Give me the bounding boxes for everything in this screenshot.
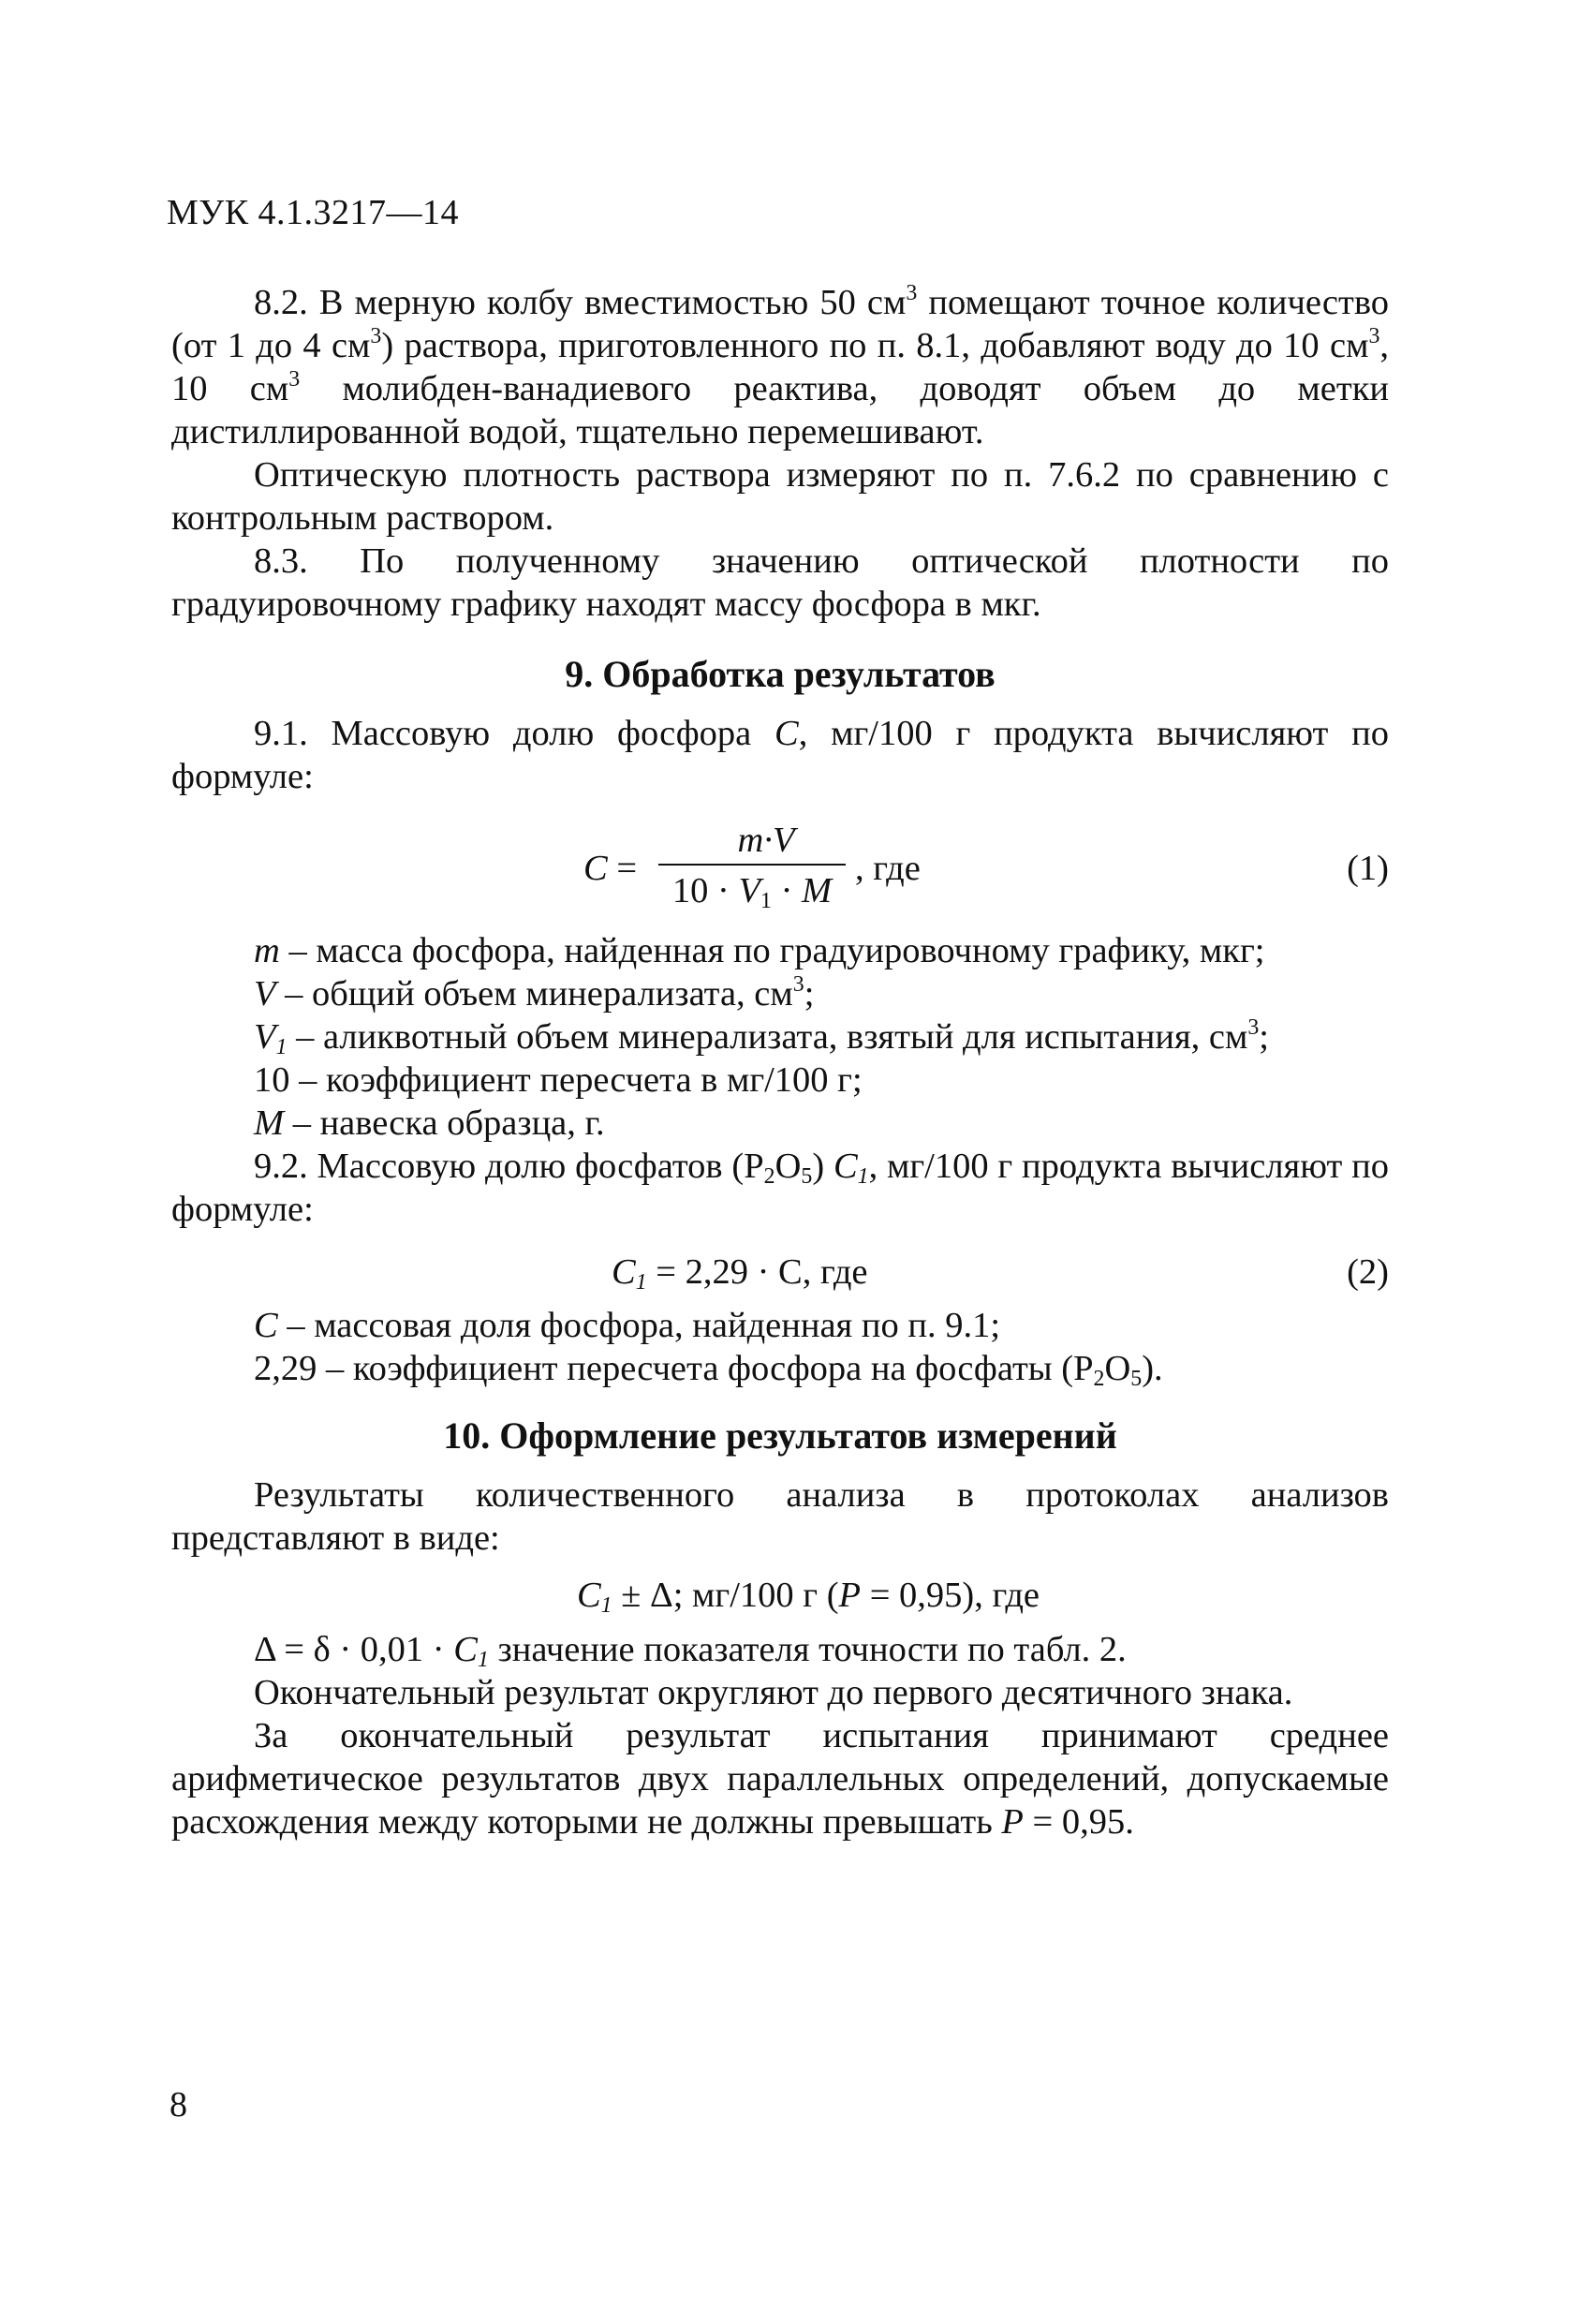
- rounding-rule: Окончательный результат округляют до первого десятичного знака.: [254, 1673, 1293, 1712]
- formula-1-number: (1): [1347, 849, 1389, 888]
- section-9-2-text: [171, 1145, 1389, 1231]
- p91-variable: C: [774, 714, 799, 753]
- paragraph-8-2: [171, 281, 1389, 453]
- formula-1-definitions: [171, 929, 1389, 1145]
- formula-3-body: $C_1 \pm \Delta$; мг/100 г (P = 0,95), где: [576, 1576, 1040, 1618]
- paragraph-8-3: 8.3. По полученному значению оптической плотности по градуировочному графику находят массу фосфора в мкг.: [171, 541, 1389, 624]
- fraction-bar: [658, 864, 846, 866]
- formula-1-where: , где: [855, 849, 921, 888]
- formula-3: [171, 1574, 1389, 1617]
- p82-part-d: , 10 см: [171, 326, 1389, 408]
- formula-2-definitions: [171, 1304, 1389, 1390]
- formula-2: [171, 1251, 1389, 1297]
- section-8-text: [171, 281, 1389, 626]
- page-number: 8: [170, 2085, 187, 2124]
- document-code-header: МУК 4.1.3217—14: [167, 193, 460, 232]
- section-10-heading: 10. Оформление результатов измерений: [443, 1414, 1117, 1457]
- definition-v: V – общий объем минерализата, $см^3$;: [254, 972, 815, 1014]
- section-10-tail: [171, 1628, 1389, 1843]
- paragraph-9-2: 9.2. Массовую долю фосфатов $(P_2O_5)$ $C_1$, мг/100 г продукта вычисляют по формуле:: [171, 1147, 1390, 1229]
- section-10-heading-block: [171, 1414, 1389, 1458]
- definition-m: m – масса фосфора, найденная по градуировочному графику, мкг;: [254, 931, 1265, 970]
- p82-part-b: помещают точное количество (от 1 до 4 см: [171, 283, 1390, 365]
- p91-part-a: 9.1. Массовую долю фосфора: [254, 714, 775, 753]
- paragraph-9-1: [171, 712, 1389, 798]
- definition-2-29: 2,29 – коэффициент пересчета фосфора на фосфаты $(P_2O_5)$.: [254, 1349, 1163, 1391]
- p82-part-a: 8.2. В мерную колбу вместимостью 50 см: [254, 283, 907, 322]
- superscript-3: 3: [906, 281, 918, 306]
- formula-2-body: $C_1 = 2,29 \cdot С$, где: [612, 1252, 868, 1295]
- paragraph-10-results: Результаты количественного анализа в протоколах анализов представляют в виде:: [171, 1475, 1389, 1558]
- definition-c: C – массовая доля фосфора, найденная по п. 9.1;: [254, 1306, 1001, 1345]
- paragraph-optical-density: Оптическую плотность раствора измеряют по п. 7.6.2 по сравнению с контрольным раствором.: [171, 455, 1389, 538]
- superscript-3: 3: [288, 367, 301, 392]
- definition-v1: $V_1$ – аликвотный объем минерализата, взятый для испытания, $см^3$;: [254, 1015, 1269, 1059]
- p82-part-c: ) раствора, приготовленного по п. 8.1, добавляют воду до 10 см: [381, 326, 1369, 365]
- section-9-heading: 9. Обработка результатов: [565, 653, 996, 695]
- formula-1: [171, 821, 1389, 914]
- section-9-heading-block: [171, 653, 1389, 696]
- superscript-3: 3: [370, 324, 382, 349]
- superscript-3: 3: [1368, 324, 1380, 349]
- section-9-1-text: [171, 712, 1389, 798]
- delta-definition: $\Delta = \delta \cdot 0,01 \cdot C_1$ значение показателя точности по табл. 2.: [254, 1630, 1127, 1672]
- p91-part-b: , мг/100 г продукта вычисляют по формуле:: [171, 714, 1389, 796]
- definition-10: 10 – коэффициент пересчета в мг/100 г;: [254, 1060, 863, 1100]
- formula-1-denominator: $10 \cdot V_1 \cdot M$: [671, 871, 833, 913]
- formula-1-numerator: m·V: [737, 821, 795, 860]
- section-10-text: [171, 1473, 1389, 1560]
- formula-1-lhs: C =: [583, 849, 638, 888]
- definition-M: M – навеска образца, г.: [254, 1103, 605, 1143]
- p82-part-e: молибден-ванадиевого реактива, доводят объем до метки дистиллированной водой, тщательно перемешивают.: [171, 369, 1390, 451]
- final-result-paragraph: За окончательный результат испытания принимают среднее арифметическое результатов двух параллельных определений, допускаемые расхождения между которыми не должны превышать P = 0,95.: [171, 1716, 1389, 1842]
- formula-2-number: (2): [1347, 1252, 1389, 1292]
